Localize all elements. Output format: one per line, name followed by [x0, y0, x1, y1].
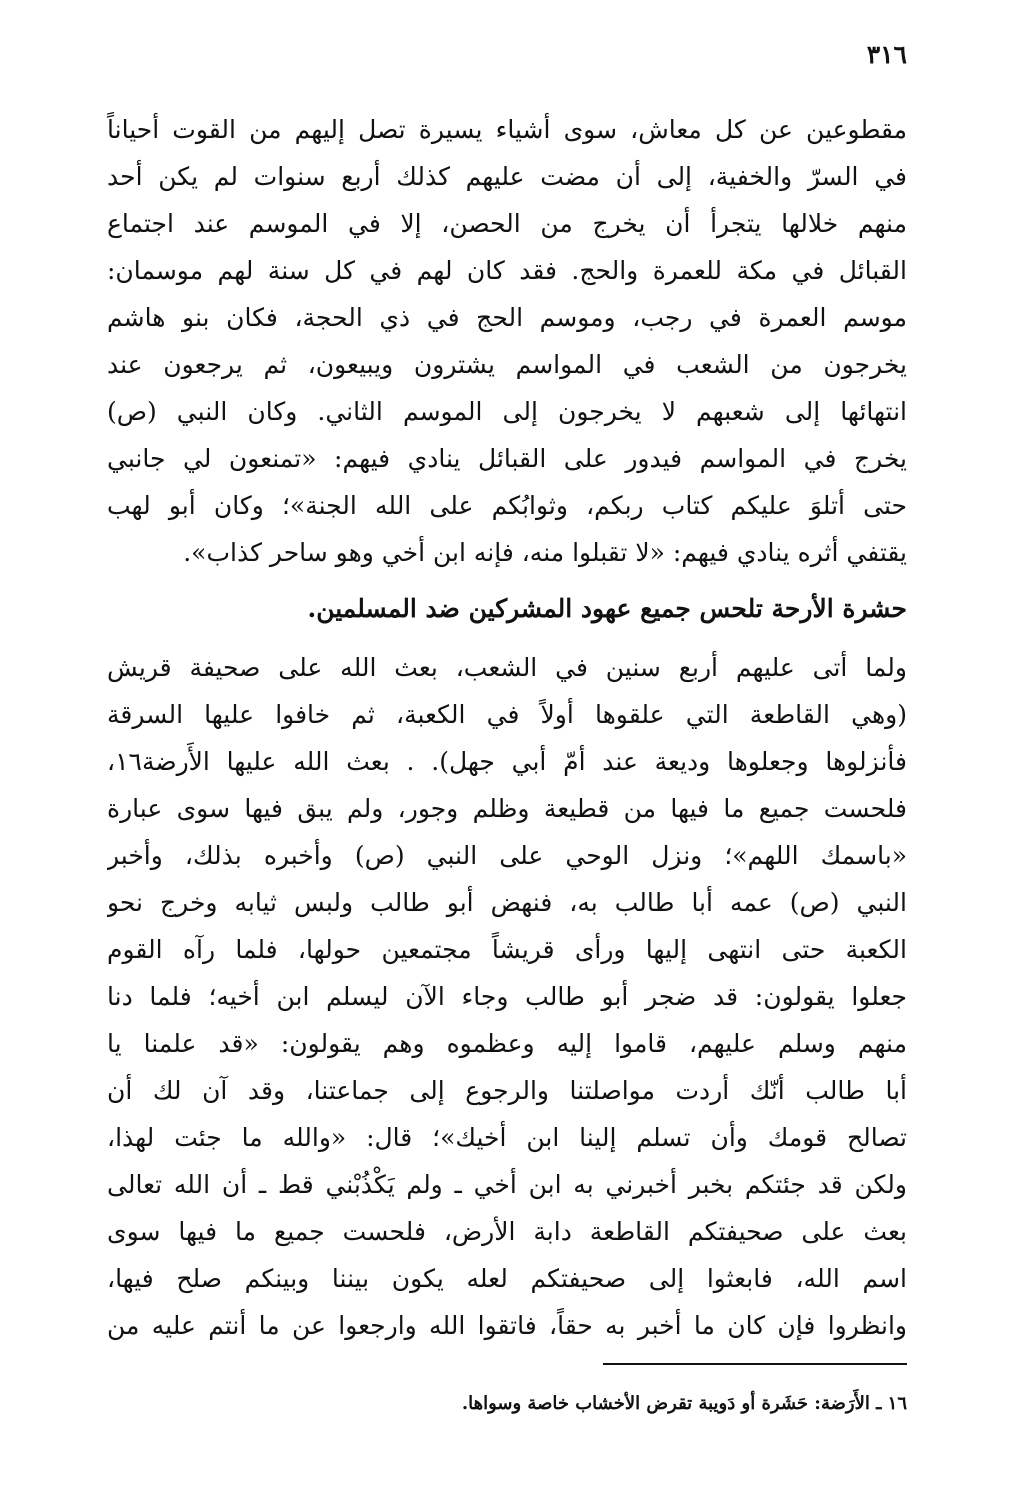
paragraph-2-line: منهم وسلم عليهم، قاموا إليه وعظموه وهم يقولون: «قد علمنا يا	[107, 1029, 907, 1058]
paragraph-1-line: القبائل في مكة للعمرة والحج. فقد كان لهم في كل سنة لهم موسمان:	[107, 256, 907, 285]
paragraph-2-line: فلحست جميع ما فيها من قطيعة وظلم وجور، ولم يبق فيها سوى عبارة	[107, 794, 907, 823]
footnote-separator	[603, 1363, 907, 1365]
paragraph-2-line: ولكن قد جئتكم بخبر أخبرني به ابن أخي ـ ولم يَكْذُبْني قط ـ أن الله تعالى	[107, 1170, 907, 1199]
footnote: ١٦ ـ الأَرَضة: حَشَرة أو دَويبة تقرض الأخشاب خاصة وسواها.	[461, 1393, 907, 1414]
paragraph-2-line: اسم الله، فابعثوا إلى صحيفتكم لعله يكون بيننا وبينكم صلح فيها،	[107, 1264, 907, 1293]
paragraph-1	[107, 106, 907, 576]
paragraph-2-line: ولما أتى عليهم أربع سنين في الشعب، بعث الله على صحيفة قريش	[107, 653, 907, 682]
paragraph-1-line: في السرّ والخفية، إلى أن مضت عليهم كذلك أربع سنوات لم يكن أحد	[107, 162, 907, 191]
paragraph-2-line: أبا طالب أنّك أردت مواصلتنا والرجوع إلى جماعتنا، وقد آن لك أن	[107, 1076, 907, 1105]
paragraph-1-line: مقطوعين عن كل معاش، سوى أشياء يسيرة تصل إليهم من القوت أحياناً	[107, 115, 907, 144]
section-heading	[107, 585, 907, 632]
paragraph-1-line: موسم العمرة في رجب، وموسم الحج في ذي الحجة، فكان بنو هاشم	[107, 303, 907, 332]
paragraph-1-line: يخرج في المواسم فيدور على القبائل ينادي فيهم: «تمنعون لي جانبي	[107, 444, 907, 473]
paragraph-2	[107, 644, 907, 1349]
section-heading-text: حشرة الأرحة تلحس جميع عهود المشركين ضد المسلمين.	[307, 594, 907, 623]
paragraph-1-line: يقتفي أثره ينادي فيهم: «لا تقبلوا منه، فإنه ابن أخي وهو ساحر كذاب».	[183, 538, 907, 567]
paragraph-2-line: تصالح قومك وأن تسلم إلينا ابن أخيك»؛ قال: «والله ما جئت لهذا،	[107, 1123, 907, 1152]
paragraph-2-line: بعث على صحيفتكم القاطعة دابة الأرض، فلحست جميع ما فيها سوى	[107, 1217, 907, 1246]
paragraph-2-line: (وهي القاطعة التي علقوها أولاً في الكعبة، ثم خافوا عليها السرقة	[107, 700, 907, 729]
paragraph-2-line: «باسمك اللهم»؛ ونزل الوحي على النبي (ص) وأخبره بذلك، وأخبر	[107, 841, 907, 870]
paragraph-1-line: يخرجون من الشعب في المواسم يشترون ويبيعون، ثم يرجعون عند	[107, 350, 907, 379]
paragraph-2-line: جعلوا يقولون: قد ضجر أبو طالب وجاء الآن ليسلم ابن أخيه؛ فلما دنا	[107, 982, 907, 1011]
page-number: ٣١٦	[866, 40, 907, 69]
paragraph-1-line: انتهائها إلى شعبهم لا يخرجون إلى الموسم الثاني. وكان النبي (ص)	[107, 397, 907, 426]
paragraph-2-line: الكعبة حتى انتهى إليها ورأى قريشاً مجتمعين حولها، فلما رآه القوم	[107, 935, 907, 964]
paragraph-2-line: فأنزلوها وجعلوها وديعة عند أمّ أبي جهل). . بعث الله عليها الأَرضة١٦،	[107, 747, 907, 776]
paragraph-2-line: النبي (ص) عمه أبا طالب به، فنهض أبو طالب ولبس ثيابه وخرج نحو	[107, 888, 907, 917]
paragraph-1-line: حتى أتلوَ عليكم كتاب ربكم، وثوابُكم على الله الجنة»؛ وكان أبو لهب	[107, 491, 907, 520]
paragraph-2-line: وانظروا فإن كان ما أخبر به حقاً، فاتقوا الله وارجعوا عن ما أنتم عليه من	[107, 1311, 907, 1340]
paragraph-1-line: منهم خلالها يتجرأ أن يخرج من الحصن، إلا في الموسم عند اجتماع	[107, 209, 907, 238]
